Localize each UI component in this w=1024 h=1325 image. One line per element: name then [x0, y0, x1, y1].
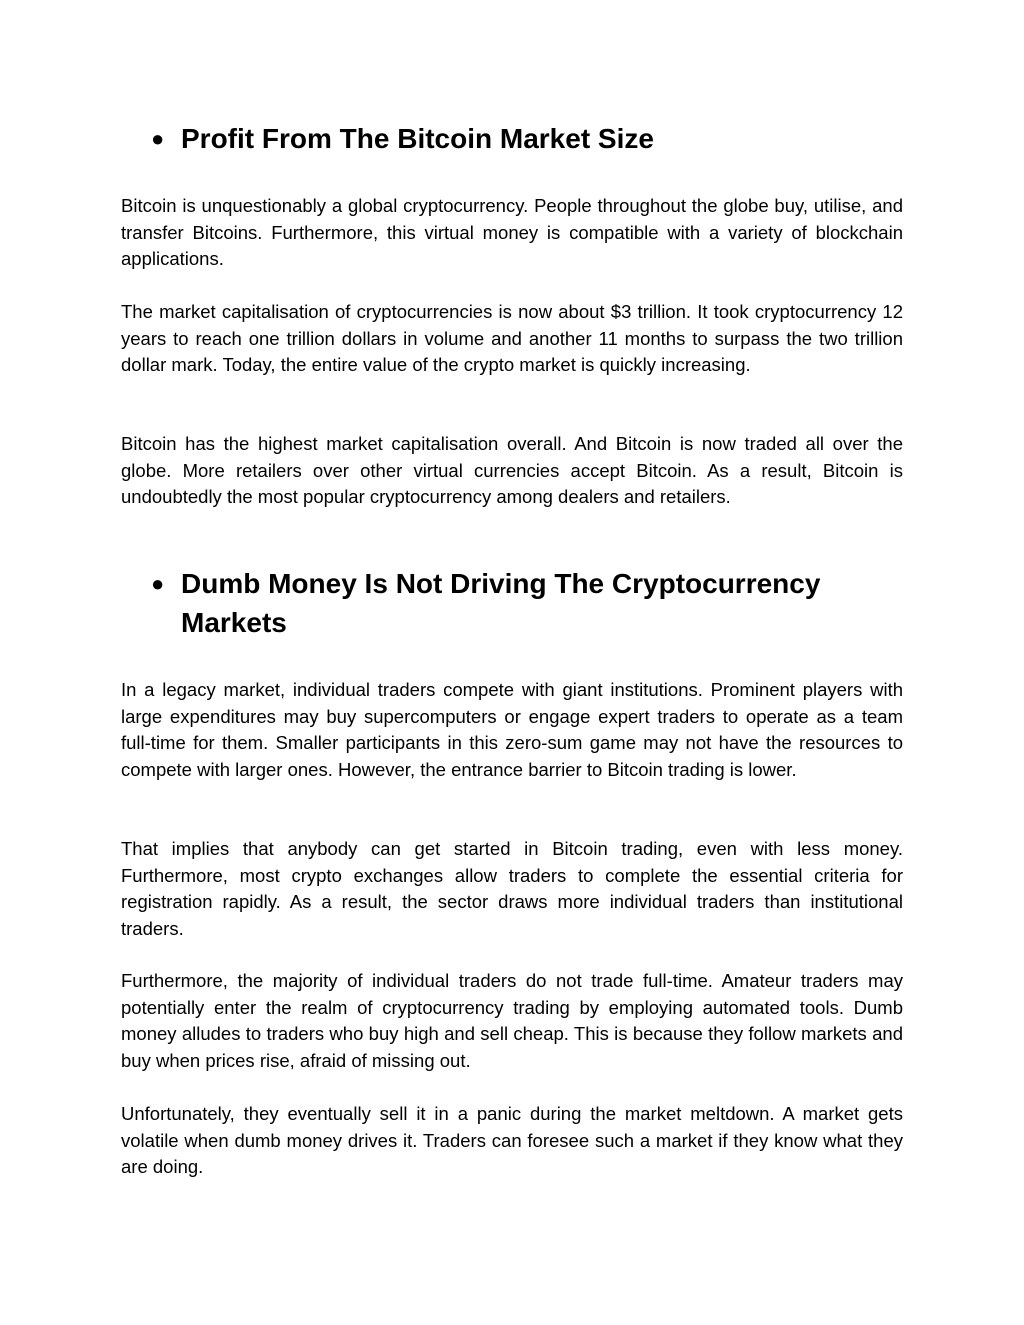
paragraph: Unfortunately, they eventually sell it in a panic during the market meltdown. A market gets volatile when dumb money drives it. Traders can foresee such a market if they know what they are doing.: [121, 1103, 903, 1177]
paragraph: That implies that anybody can get started in Bitcoin trading, even with less money. Furthermore, most crypto exchanges allow traders to complete the essential criteria for registration rapidly. As a result, the sector draws more individual traders than institutional traders.: [121, 838, 903, 939]
paragraph: Bitcoin has the highest market capitalisation overall. And Bitcoin is now traded all over the globe. More retailers over other virtual currencies accept Bitcoin. As a result, Bitcoin is undoubtedly the most popular cryptocurrency among dealers and retailers.: [121, 433, 903, 507]
paragraph: Furthermore, the majority of individual traders do not trade full-time. Amateur traders may potentially enter the realm of cryptocurrency trading by employing automated tools. Dumb money alludes to traders who buy high and sell cheap. This is because they follow markets and buy when prices rise, afraid of missing out.: [121, 970, 903, 1071]
paragraph: In a legacy market, individual traders compete with giant institutions. Prominent players with large expenditures may buy supercomputers or engage expert traders to operate as a team full-time for them. Smaller participants in this zero-sum game may not have the resources to compete with larger ones. However, the entrance barrier to Bitcoin trading is lower.: [121, 679, 903, 780]
heading-text: Dumb Money Is Not Driving The Cryptocurrency Markets: [181, 568, 821, 638]
bullet-icon: ●: [151, 571, 165, 596]
section-heading: [151, 564, 891, 642]
heading-text: Profit From The Bitcoin Market Size: [181, 123, 654, 154]
paragraph: Bitcoin is unquestionably a global cryptocurrency. People throughout the globe buy, utilise, and transfer Bitcoins. Furthermore, this virtual money is compatible with a variety of blockchain applications.: [121, 195, 903, 269]
bullet-icon: ●: [151, 126, 165, 151]
section-heading: [151, 119, 891, 158]
paragraph: The market capitalisation of cryptocurrencies is now about $3 trillion. It took cryptocurrency 12 years to reach one trillion dollars in volume and another 11 months to surpass the two trillion dollar mark. Today, the entire value of the crypto market is quickly increasing.: [121, 301, 903, 375]
